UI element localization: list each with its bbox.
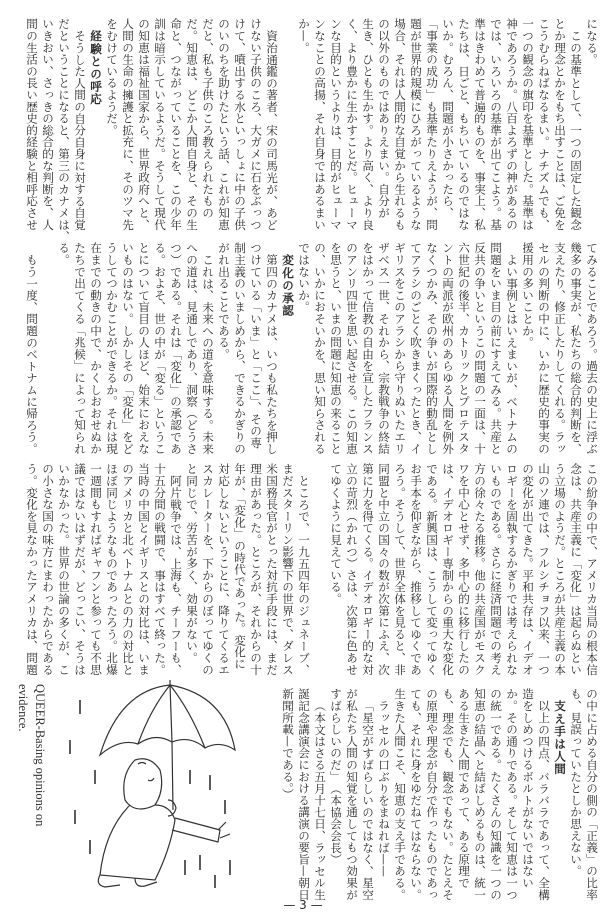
text-column: 同盟と中立の国々の数が次第にふえ、次	[377, 463, 391, 676]
text-column: つ）である。それは「変化」の承認であ	[169, 242, 183, 455]
text-column: がれ出ることである。	[217, 242, 231, 360]
text-column: いかなかった。世界の世論の多くが、こ	[57, 463, 71, 676]
text-column: ワを中心とせず、多中心的に移行したの	[457, 463, 471, 676]
text-column: 援用の多いことか。	[521, 242, 535, 349]
text-column: 命と、つながっていることを、この少年	[169, 18, 183, 231]
text-column: けて、噴出する水といっしょに中の子供	[233, 18, 247, 231]
text-column	[312, 463, 328, 679]
text-column: 「星空がすばらしいのではなく、星空	[361, 699, 375, 901]
text-column: 方の徐々たる推移。他の共産国がモスク	[473, 463, 487, 676]
text-column: を思うと、いまの問題に知恵の来ること	[329, 242, 343, 455]
text-column: てみることであろう。過去の史上に浮ぶ	[585, 242, 599, 455]
caption-line-1: QUEER-Basing opinions on	[33, 684, 47, 827]
text-column: すばらしいのだ」 （本協会会長）	[329, 688, 343, 866]
text-column: 当時の中国とイギリスとの対比は、いま	[137, 463, 151, 676]
text-column: の変化が出てきた。平和共存は、イデオ	[521, 463, 535, 676]
text-column: もう一度、問題のベトナムに帰ろう。	[25, 253, 39, 455]
text-column: 場合、それは人間的な自覚から生れるも	[393, 18, 407, 231]
text-column: たちは、日ごと、もちいているのではな	[457, 18, 471, 231]
text-column: 神であろうか。八百よろずの神があるの	[505, 18, 519, 231]
text-column: いきおい、さっきの総合的な判断を、人	[41, 18, 55, 231]
text-column: 在までの動きの中で、かくしおおせぬか	[89, 242, 103, 455]
text-column: ントの両派が欧州のあらゆる人間を例外	[441, 242, 455, 455]
text-column: 一週間もすればギャフンと参っても不思	[89, 463, 103, 676]
text-column: は、イデオロギー専制からの重大な変化	[441, 463, 455, 676]
text-column: のいのちを助けたという話、これが知恵	[217, 18, 231, 231]
text-column: ではないか。	[297, 242, 311, 313]
text-column: けない子供のころ、大ガメに石をぶっつ	[249, 18, 263, 231]
text-column: のアンリ四世を思い起させる。この知恵	[345, 242, 359, 455]
text-column: 制主義のいましめから、できるかぎりの	[233, 242, 247, 455]
text-column: 第四のカナメは、いつも私たちを押し	[265, 253, 279, 455]
text-column: が私たち人間の知覚を通してもつ効果が	[345, 688, 359, 901]
text-column: 訓は暗示しているようだ。そうして現代	[153, 18, 167, 231]
text-column: 山のソ連では、フルシチョフ以来、一つ	[537, 463, 551, 676]
text-column: 準はきわめて普遍的ものを、事実上、私	[473, 18, 487, 231]
text-column: （本文はさる五月十七日、ラッセル生	[313, 699, 327, 901]
text-column: ても、それに身をゆだねてはならない。	[409, 688, 423, 901]
text-column: いか。むろん、問題が小さかったら、	[441, 18, 455, 219]
text-column: 支えたり、修正したりしてくれる。ラッ	[553, 242, 567, 455]
text-column: う。変化を見なかったアメリカは、問題	[25, 463, 39, 676]
umbrella-man-illustration	[60, 680, 240, 890]
text-column: 米国務長官がとった対抗手段には、まだ	[265, 463, 279, 676]
text-column: の知恵は福祉国家から、世界政府へと、	[137, 18, 151, 231]
text-column: ンなことの高揚、それ自身ではあるまい	[313, 18, 327, 231]
text-column: 生きた人間こそ、知恵の支え手である。	[393, 688, 407, 901]
text-column: の以外のものではありえまい。自分が	[377, 18, 391, 219]
text-column: この紛争の中で、アメリカ当局の根本信	[585, 463, 599, 676]
text-column	[280, 18, 296, 234]
text-column: をはかって信教の自由を宣したフランス	[361, 242, 375, 455]
text-column: セルの判断の中に、いかに歴史的事実の	[537, 242, 551, 455]
text-column: とについて盲目の人ほど、始末におえな	[137, 242, 151, 455]
text-column: 資治通鑑の著者、宋の司馬光が、あど	[265, 29, 279, 231]
text-column: スカレーターを、下からのぼってゆくの	[201, 463, 215, 676]
page-number: — 3 —	[283, 898, 323, 912]
text-column: る。	[57, 242, 71, 266]
text-column: 一つの観念の旗印を基準とした。基準は	[521, 18, 535, 231]
text-column: うしてつかむことができるか。それは現	[105, 242, 119, 455]
text-column: のアメリカと北ベトナムとの力の対比と	[121, 463, 135, 676]
section-heading: 変化の承認	[281, 253, 295, 317]
text-column: 生き、ひとも生かす。より高く、より良	[361, 18, 375, 231]
text-column: だ。知恵は、どこか人間自身と、その生	[185, 18, 199, 231]
text-column: 問題をいま目の前にすえてみる。共産と	[489, 242, 503, 455]
text-column: 議ではないはずだが、どっこい、そうは	[73, 463, 87, 676]
text-column: になる。	[585, 18, 599, 66]
text-column: の統一である。たくさんの知識を一つの	[489, 688, 503, 901]
text-column: では、いろいろの基準が出てこよう。基	[489, 18, 503, 231]
text-column: 幾多の事実が、私たちの総合的判断を、	[569, 242, 583, 455]
text-column: とか理念とかをもち出すことは、ご免を	[553, 18, 567, 231]
text-tier-1	[24, 18, 600, 243]
text-column: 第に力を得てくる。イデオロギー的な対	[361, 463, 375, 676]
text-column: これは、未来への道を意味する。未来	[201, 253, 215, 455]
text-column: ある生きた人間であって、ある原理で	[457, 688, 471, 889]
text-column: の小さな国の味方にまわったからである	[41, 463, 55, 676]
text-column: ろう。そうして、世界全体を見ると、非	[393, 463, 407, 676]
text-column: いものである。さらに経済問題での考え	[489, 463, 503, 676]
text-column: く、より豊かに生かすことだ。ヒューマ	[345, 18, 359, 231]
text-column: 造をしめつけるボルトがないではない	[521, 688, 535, 889]
text-tier-3	[24, 463, 600, 679]
text-column: だということになると、第三のカナメは、	[57, 18, 71, 243]
text-tier-4	[280, 688, 600, 904]
text-column: まだスターリン影響下の世界で、ダレス	[281, 463, 295, 676]
text-column: 六世紀の後半、カトリックとプロテスタ	[457, 242, 471, 455]
text-column: をむけているようだ。	[105, 18, 119, 136]
section-heading: 経験との呼応	[89, 29, 103, 106]
text-column: の、いかにおそいかを、思い知らされる	[313, 242, 327, 455]
text-column: つけている「いま」と「ここ」、その専	[249, 242, 263, 449]
text-column: への道は、見通しであり、洞察（どうさ	[185, 242, 199, 455]
text-column: か—。	[297, 18, 311, 54]
text-column: 対応しないということに、降りてくるエ	[217, 463, 231, 676]
text-column: この基準として、一つの固定した観念	[569, 29, 583, 231]
text-column: いものはない。しかしその「変化」をど	[121, 242, 135, 455]
text-column: う立場のようだ。ところが共産主義の本	[553, 463, 567, 676]
text-column: なくつかみ、その争いが国際的動乱とし	[425, 242, 439, 455]
text-column: 「事業の成功」も基準たりえようが、問	[425, 18, 439, 231]
text-column: も、理念でも、観念でもない。たとえそ	[441, 688, 455, 901]
text-column: よい事例とはいえまいが、ベトナムの	[505, 253, 519, 455]
text-column: お手本を仰ぎながら、推移してゆくであ	[409, 463, 423, 676]
text-column: 知恵の結晶へと結ばしめるものは、統一	[473, 688, 487, 901]
illustration-caption	[14, 684, 48, 826]
text-column: 間の生活の長い歴史的経験と相呼応させ	[25, 18, 39, 231]
caption-line-2: evidence.	[16, 684, 30, 732]
text-column: そうした人間の自分自身に対する自覚	[73, 29, 87, 231]
text-column: る。およそ、世の中が「変る」というこ	[153, 242, 167, 455]
text-column: 立の苛烈（かれつ）さは、次第に色あせ	[345, 463, 359, 676]
text-column: ギリスをこのアラシから守りぬいたエリ	[393, 242, 407, 455]
text-column: 理由があった。ところが、それからの十	[249, 463, 263, 676]
text-column: 念は、共産主義に「変化」は起らぬとい	[569, 463, 583, 676]
section-heading: 支え手は人間	[553, 699, 567, 776]
text-column: 題が世界的規模にひろがっているような	[409, 18, 423, 231]
text-column: 以上の四点、バラバラであって、全構	[537, 699, 551, 901]
text-column: の原理や理念が自分で作ったものであっ	[425, 688, 439, 901]
text-column: てアラシのごとく吹きまくったとき、イ	[409, 242, 423, 455]
text-column: ンな目的というよりは、目的がヒューマ	[329, 18, 343, 231]
text-column: ザベス一世、それから、宗教戦争の終結	[377, 242, 391, 455]
text-column: と同じで、労苦が多く、効果がない。	[185, 463, 199, 664]
text-column: 誕記念講演会における講演の要旨—朝日	[297, 688, 311, 901]
text-column: 人間の生命の擁護と拡充に、そのツマ先	[121, 18, 135, 231]
text-tier-2	[24, 242, 600, 458]
text-column: だと、私も子供のころ教えられたもの	[201, 18, 215, 219]
text-column: たちで出てくる「兆候」によって知られ	[73, 242, 87, 455]
text-column: ところで、一九五四年のジュネーブ、	[297, 474, 311, 676]
text-column: ロギーを固執するかぎりでは考えられな	[505, 463, 519, 676]
text-column: 十五分間の戦闘で、事はすべて終った。	[153, 463, 167, 676]
text-column: である。新興国は、こうして変ってゆく	[425, 463, 439, 676]
text-column: 阿片戦争では、上海も、チーフーも、	[169, 474, 183, 676]
text-column: か。その通りである。そして知恵は一つ	[505, 688, 519, 901]
text-column: ラッセルの口ぶりをまねれば——	[377, 699, 391, 877]
text-column: 年が、「変化」の時代であった。変化に	[233, 463, 247, 670]
text-column: てゆくように見えている。	[329, 463, 343, 605]
text-column: も、見誤っていたとしか思えない。	[569, 688, 583, 877]
text-column: 新聞所載—である。）	[281, 688, 295, 801]
text-column	[40, 242, 56, 458]
text-column: ほぼ同じようなものであったろう。北爆	[105, 463, 119, 676]
text-column: の中に占める自分の側の「正義」の比率	[585, 688, 599, 901]
text-column: こうむらねばなるまい。ナチズムでも、	[537, 18, 551, 231]
text-column: 反共の争いというこの問題の一面は、十	[473, 242, 487, 455]
